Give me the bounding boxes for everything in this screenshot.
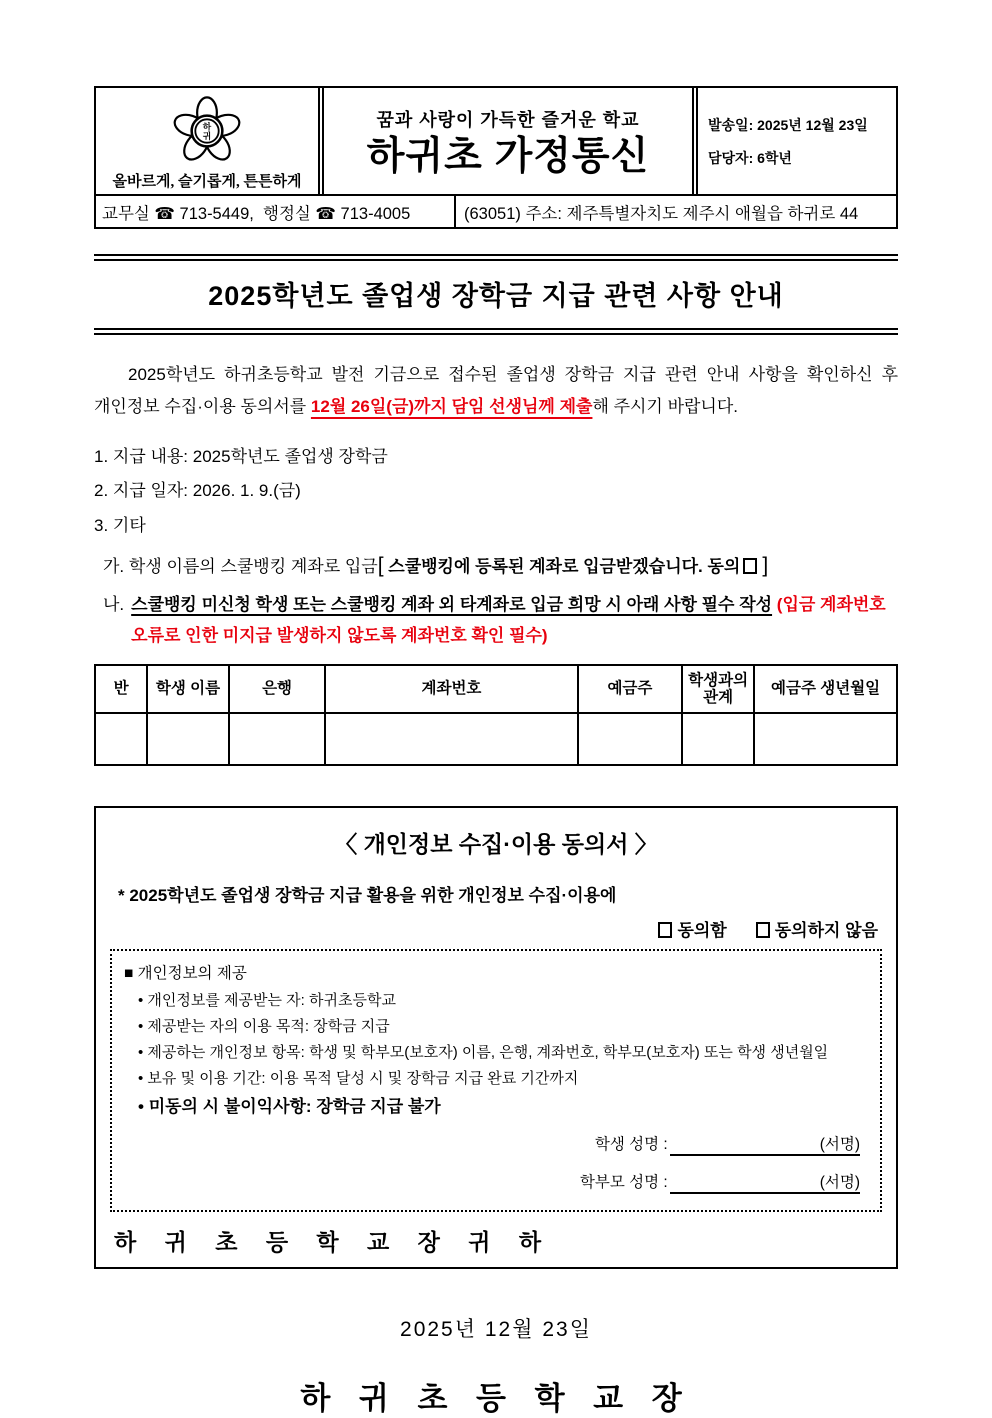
sub-item-na	[94, 590, 898, 651]
emblem-char-top: 하	[202, 121, 212, 132]
contact-phones: 교무실 ☎ 713-5449, 행정실 ☎ 713-4005	[96, 196, 456, 227]
bracket-open: [	[377, 554, 384, 578]
school-logo-cell	[96, 88, 324, 194]
student-signature-row	[124, 1132, 868, 1156]
submission-deadline: 12월 26일(금)까지 담임 선생님께 제출	[310, 397, 593, 417]
account-check-warning: (입금 계좌번호 오류로 인한 미지급 발생하지 않도록 계좌번호 확인 필수)	[131, 595, 886, 645]
account-info-table	[94, 664, 898, 766]
notice-title: 2025학년도 졸업생 장학금 지급 관련 사항 안내	[94, 254, 898, 335]
input-cell-student-name[interactable]	[147, 713, 229, 765]
input-cell-class[interactable]	[95, 713, 147, 765]
col-header-class: 반	[95, 665, 147, 713]
student-sign-label: 학생 성명 :	[594, 1135, 668, 1153]
intro-text-pre: 2025학년도 하귀초등학교 발전 기금으로 접수된 졸업생 장학금 지급 관련 안내 사항을 확인하신 후 개인정보 수집·이용 동의서를	[94, 365, 898, 417]
provision-title: ■ 개인정보의 제공	[124, 965, 247, 983]
privacy-provision-box	[110, 949, 882, 1211]
disagree-label: 동의하지 않음	[774, 921, 878, 941]
intro-text-post: 해 주시기 바랍니다.	[592, 397, 738, 417]
header-title-cell	[324, 88, 698, 194]
consent-purpose: * 2025학년도 졸업생 장학금 지급 활용을 위한 개인정보 수집·이용에	[118, 886, 617, 906]
schoolbanking-consent-checkbox[interactable]	[743, 558, 757, 574]
header-top-row	[96, 88, 896, 194]
col-header-holder-birthdate: 예금주 생년월일	[754, 665, 897, 713]
newsletter-header	[94, 86, 898, 229]
bracket-close: ]	[762, 554, 769, 578]
student-signature-line[interactable]	[670, 1132, 860, 1156]
provision-item: • 제공하는 개인정보 항목: 학생 및 학부모(보호자) 이름, 은행, 계좌번호, 학부모(보호자) 또는 학생 생년월일	[138, 1040, 868, 1066]
schoolbanking-consent-text: 스쿨뱅킹에 등록된 계좌로 입금받겠습니다. 동의	[388, 557, 741, 577]
header-meta-cell	[698, 88, 896, 194]
provision-bullet-list	[138, 988, 868, 1122]
col-header-student-name: 학생 이름	[147, 665, 229, 713]
school-motto: 올바르게, 슬기롭게, 튼튼하게	[112, 174, 302, 190]
sign-suffix: (서명)	[819, 1135, 860, 1153]
input-cell-account-holder[interactable]	[578, 713, 682, 765]
send-date: 발송일: 2025년 12월 23일	[708, 116, 868, 133]
agree-label: 동의함	[677, 921, 727, 941]
table-row	[95, 713, 897, 765]
principal-signature: 하 귀 초 등 학 교 장	[300, 1380, 692, 1416]
input-cell-holder-birthdate[interactable]	[754, 713, 897, 765]
sub-item-na-label: 나.	[103, 595, 125, 615]
parent-signature-row	[124, 1170, 868, 1194]
input-cell-account-number[interactable]	[325, 713, 578, 765]
list-item: 3. 기타	[94, 516, 146, 536]
sub-item-ga-text: 학생 이름의 스쿨뱅킹 계좌로 입금	[128, 557, 378, 577]
school-slogan: 꿈과 사랑이 가득한 즐거운 학교	[376, 110, 640, 131]
parent-sign-label: 학부모 성명 :	[579, 1173, 668, 1191]
school-emblem-icon	[170, 93, 244, 169]
school-address: (63051) 주소: 제주특별자치도 제주시 애월읍 하귀로 44	[464, 204, 859, 223]
provision-item: • 제공받는 자의 이용 목적: 장학금 지급	[138, 1014, 868, 1040]
provision-item: • 개인정보를 제공받는 자: 하귀초등학교	[138, 988, 868, 1014]
agree-checkbox[interactable]	[658, 922, 672, 938]
input-cell-bank[interactable]	[229, 713, 325, 765]
provision-item: • 보유 및 이용 기간: 이용 목적 달성 시 및 장학금 지급 완료 기간까지	[138, 1066, 868, 1092]
issue-date: 2025년 12월 23일	[400, 1317, 592, 1341]
input-cell-relation[interactable]	[682, 713, 754, 765]
other-account-instruction: 스쿨뱅킹 미신청 학생 또는 스쿨뱅킹 계좌 외 타계좌로 입금 희망 시 아래 사항 필수 작성	[131, 595, 773, 615]
col-header-account-holder: 예금주	[578, 665, 682, 713]
consent-form-title: 〈 개인정보 수집·이용 동의서 〉	[334, 831, 658, 858]
provision-item-disadvantage: • 미동의 시 불이익사항: 장학금 지급 불가	[138, 1093, 868, 1122]
emblem-char-bottom: 귀	[202, 131, 212, 142]
header-bottom-row	[96, 194, 896, 227]
list-item: 1. 지급 내용: 2025학년도 졸업생 장학금	[94, 446, 388, 466]
sub-item-ga-label: 가.	[103, 557, 125, 577]
newsletter-title: 하귀초 가정통신	[366, 135, 650, 179]
disagree-checkbox[interactable]	[756, 922, 770, 938]
parent-signature-blank[interactable]	[670, 1171, 820, 1187]
sub-item-ga	[94, 544, 898, 587]
col-header-bank: 은행	[229, 665, 325, 713]
col-header-account-number: 계좌번호	[325, 665, 578, 713]
newsletter-document	[94, 0, 898, 1418]
sign-suffix: (서명)	[819, 1173, 860, 1191]
consent-choices	[110, 916, 882, 941]
consent-addressee: 하 귀 초 등 학 교 장 귀 하	[114, 1228, 553, 1255]
col-header-relation: 학생과의 관계	[682, 665, 754, 713]
privacy-consent-form	[94, 806, 898, 1268]
sub-item-na-content	[131, 590, 898, 651]
manager: 담당자: 6학년	[708, 149, 792, 166]
notice-item-list	[94, 440, 898, 652]
list-item: 2. 지급 일자: 2026. 1. 9.(금)	[94, 481, 301, 501]
table-header-row	[95, 665, 897, 713]
parent-signature-line[interactable]	[670, 1170, 860, 1194]
student-signature-blank[interactable]	[670, 1133, 820, 1149]
intro-paragraph	[94, 359, 898, 424]
